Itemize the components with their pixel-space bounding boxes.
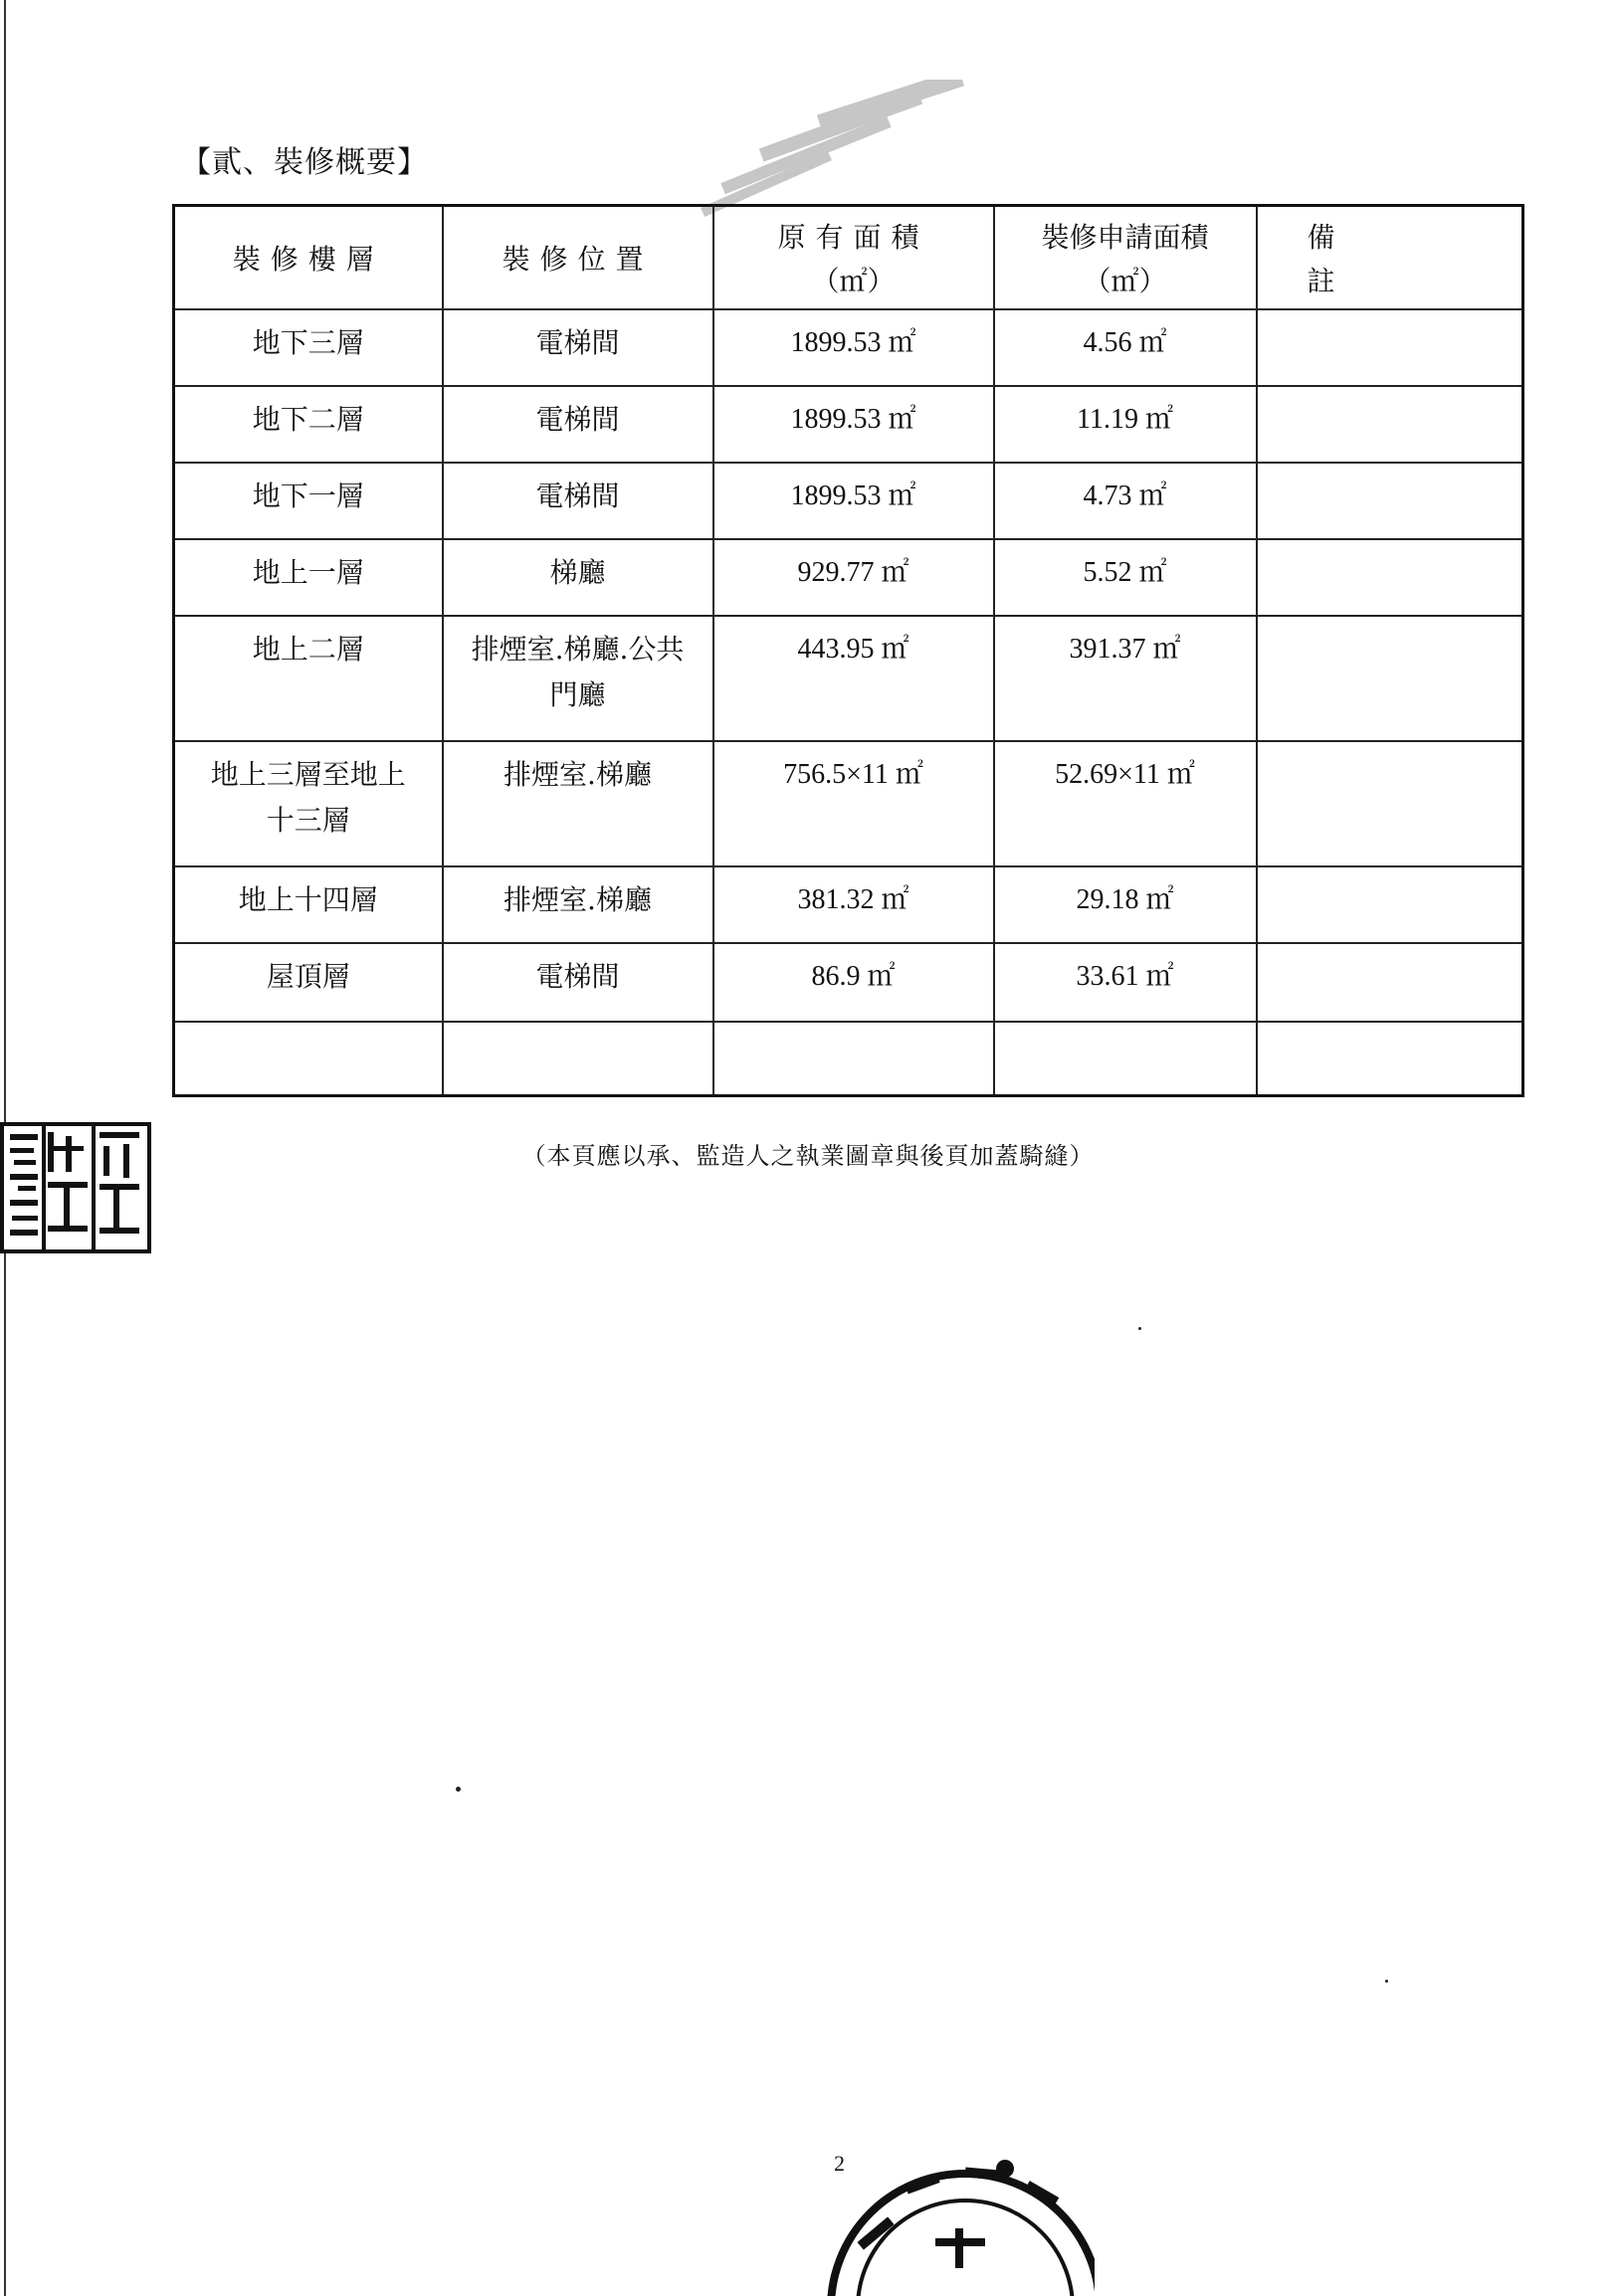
header-original-area: 原有面積 （㎡）: [713, 206, 994, 309]
cell-remark: [1257, 866, 1523, 943]
table-header-row: [174, 206, 1523, 309]
cell-floor: 地下三層: [174, 309, 443, 386]
cell-remark: [1257, 1022, 1523, 1096]
cell-remark: [1257, 309, 1523, 386]
cell-apply-area: 11.19 ㎡: [994, 386, 1257, 463]
cell-location: 排煙室.梯廳: [443, 741, 713, 866]
cell-location: 排煙室.梯廳.公共 門廳: [443, 616, 713, 741]
speck: [456, 1787, 461, 1792]
cell-location: 排煙室.梯廳: [443, 866, 713, 943]
seal-footnote: （本頁應以承、監造人之執業圖章與後頁加蓋騎縫）: [521, 1142, 1095, 1170]
cell-apply-area: 52.69×11 ㎡: [994, 741, 1257, 866]
cell-original-area: 929.77 ㎡: [713, 539, 994, 616]
cell-apply-area: 29.18 ㎡: [994, 866, 1257, 943]
table-row: [174, 1022, 1523, 1096]
header-location: 裝修位置: [443, 206, 713, 309]
table-row: [174, 943, 1523, 1022]
cell-location: 梯廳: [443, 539, 713, 616]
architect-seal-stamp: [0, 1122, 151, 1253]
cell-original-area: 1899.53 ㎡: [713, 309, 994, 386]
cell-original-area: 756.5×11 ㎡: [713, 741, 994, 866]
table-row: [174, 866, 1523, 943]
table-row: [174, 539, 1523, 616]
cell-original-area: 1899.53 ㎡: [713, 386, 994, 463]
table-row: [174, 616, 1523, 741]
architect-seal-icon: [4, 1126, 147, 1249]
cell-original-area: 86.9 ㎡: [713, 943, 994, 1022]
cell-floor: [174, 1022, 443, 1096]
cell-original-area: 381.32 ㎡: [713, 866, 994, 943]
cell-original-area: 443.95 ㎡: [713, 616, 994, 741]
cell-remark: [1257, 943, 1523, 1022]
cell-floor: 地上二層: [174, 616, 443, 741]
cell-location: 電梯間: [443, 309, 713, 386]
cell-apply-area: 391.37 ㎡: [994, 616, 1257, 741]
cell-floor: 地上三層至地上 十三層: [174, 741, 443, 866]
cell-location: 電梯間: [443, 463, 713, 539]
cell-original-area: 1899.53 ㎡: [713, 463, 994, 539]
header-remark: 備註: [1257, 206, 1523, 309]
cell-apply-area: 33.61 ㎡: [994, 943, 1257, 1022]
header-apply-area: 裝修申請面積 （㎡）: [994, 206, 1257, 309]
table-row: [174, 386, 1523, 463]
cell-floor: 屋頂層: [174, 943, 443, 1022]
cell-remark: [1257, 616, 1523, 741]
table-row: [174, 741, 1523, 866]
cell-remark: [1257, 463, 1523, 539]
cell-floor: 地下一層: [174, 463, 443, 539]
cell-apply-area: 4.73 ㎡: [994, 463, 1257, 539]
cell-apply-area: [994, 1022, 1257, 1096]
speck: [1138, 1327, 1141, 1330]
header-floor: 裝修樓層: [174, 206, 443, 309]
renovation-summary-table: [172, 204, 1524, 1097]
cell-floor: 地上一層: [174, 539, 443, 616]
cell-remark: [1257, 386, 1523, 463]
cell-apply-area: 5.52 ㎡: [994, 539, 1257, 616]
cell-location: [443, 1022, 713, 1096]
cell-apply-area: 4.56 ㎡: [994, 309, 1257, 386]
cell-location: 電梯間: [443, 943, 713, 1022]
section-title: 【貳、裝修概要】: [181, 145, 428, 180]
table-row: [174, 309, 1523, 386]
cell-remark: [1257, 741, 1523, 866]
cell-remark: [1257, 539, 1523, 616]
speck: [1385, 1980, 1388, 1983]
page-number: 2: [834, 2151, 845, 2176]
cell-floor: 地上十四層: [174, 866, 443, 943]
table-row: [174, 463, 1523, 539]
cell-location: 電梯間: [443, 386, 713, 463]
cell-original-area: [713, 1022, 994, 1096]
cell-floor: 地下二層: [174, 386, 443, 463]
